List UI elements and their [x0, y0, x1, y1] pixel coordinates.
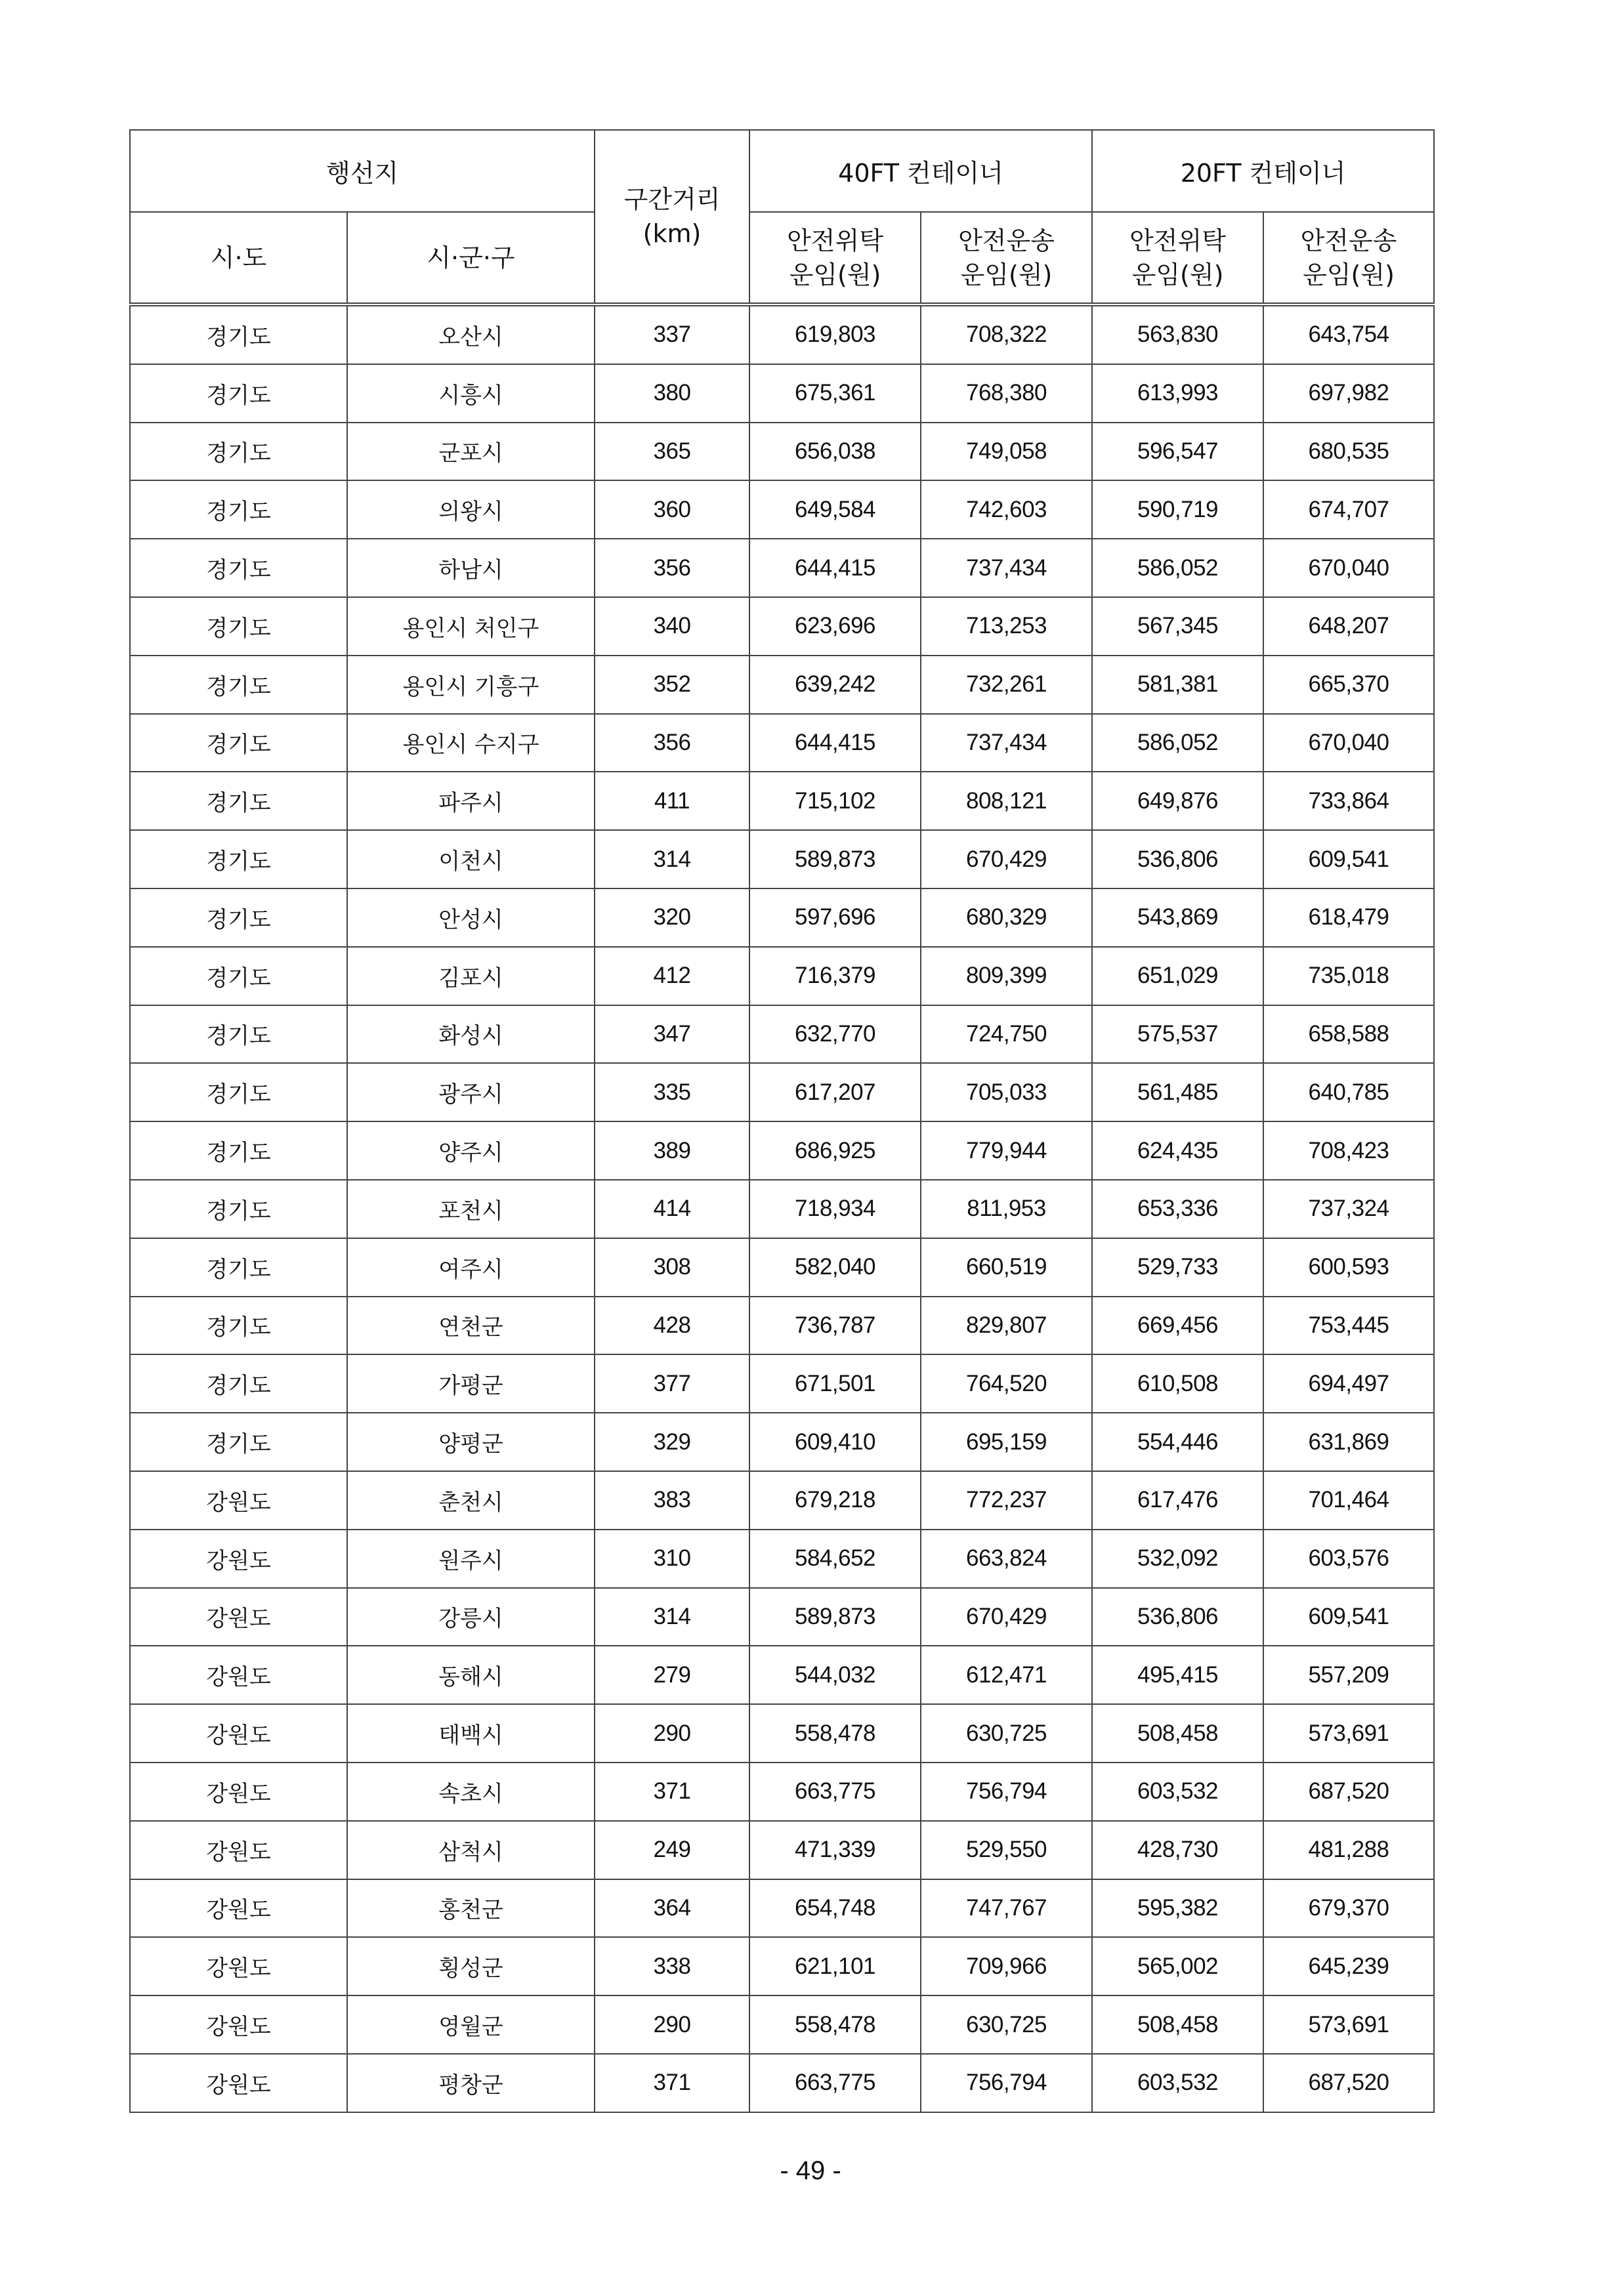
sigungu-cell: 동해시 [347, 1646, 595, 1704]
ft20-consign-cell: 495,415 [1092, 1646, 1263, 1704]
ft40-consign-cell: 654,748 [749, 1879, 921, 1938]
distance-cell: 364 [595, 1879, 749, 1938]
rate-rows [130, 304, 1434, 2112]
ft20-consign-cell: 563,830 [1092, 304, 1263, 364]
ft20-transport-cell: 600,593 [1263, 1238, 1434, 1297]
ft20-transport-cell: 573,691 [1263, 1995, 1434, 2054]
ft20-consign-cell: 567,345 [1092, 597, 1263, 656]
sido-cell: 강원도 [130, 1646, 347, 1704]
distance-cell: 314 [595, 1588, 749, 1646]
table-row [130, 714, 1434, 772]
ft20-transport-cell: 643,754 [1263, 304, 1434, 364]
distance-cell: 377 [595, 1354, 749, 1413]
distance-cell: 389 [595, 1121, 749, 1180]
ft20-transport-cell: 618,479 [1263, 888, 1434, 947]
sido-cell: 경기도 [130, 1297, 347, 1355]
ft40-transport-cell: 756,794 [921, 2054, 1092, 2112]
ft20-consign-cell: 575,537 [1092, 1005, 1263, 1064]
destination-header: 행선지 [130, 130, 595, 212]
table-row [130, 1646, 1434, 1704]
ft20-transport-cell: 640,785 [1263, 1063, 1434, 1121]
ft40-transport-header: 안전운송 운임(원) [921, 212, 1092, 304]
distance-cell: 412 [595, 947, 749, 1005]
ft40-consign-cell: 589,873 [749, 830, 921, 888]
sido-cell: 경기도 [130, 1121, 347, 1180]
ft40-consign-header: 안전위탁 운임(원) [749, 212, 921, 304]
ft40-transport-cell: 670,429 [921, 830, 1092, 888]
sido-cell: 경기도 [130, 888, 347, 947]
ft40-transport-cell: 811,953 [921, 1180, 1092, 1238]
ft20-consign-cell: 586,052 [1092, 714, 1263, 772]
sido-cell: 경기도 [130, 1238, 347, 1297]
ft20-consign-cell: 561,485 [1092, 1063, 1263, 1121]
distance-cell: 314 [595, 830, 749, 888]
sido-cell: 강원도 [130, 1588, 347, 1646]
distance-cell: 335 [595, 1063, 749, 1121]
table-row [130, 423, 1434, 481]
distance-cell: 371 [595, 2054, 749, 2112]
ft20-consign-cell: 529,733 [1092, 1238, 1263, 1297]
ft40-transport-cell: 772,237 [921, 1471, 1092, 1530]
sigungu-cell: 화성시 [347, 1005, 595, 1064]
ft20-transport-cell: 573,691 [1263, 1704, 1434, 1763]
ft20-transport-cell: 609,541 [1263, 1588, 1434, 1646]
ft40-consign-cell: 644,415 [749, 539, 921, 597]
ft40-transport-cell: 749,058 [921, 423, 1092, 481]
sigungu-cell: 원주시 [347, 1530, 595, 1588]
ft40-transport-cell: 808,121 [921, 772, 1092, 830]
ft40-transport-cell: 708,322 [921, 304, 1092, 364]
ft20-consign-cell: 603,532 [1092, 1763, 1263, 1821]
ft40-consign-cell: 584,652 [749, 1530, 921, 1588]
ft20-transport-cell: 701,464 [1263, 1471, 1434, 1530]
distance-cell: 380 [595, 364, 749, 423]
ft40-consign-cell: 582,040 [749, 1238, 921, 1297]
sigungu-cell: 파주시 [347, 772, 595, 830]
sigungu-cell: 여주시 [347, 1238, 595, 1297]
sido-cell: 경기도 [130, 830, 347, 888]
ft40-transport-cell: 768,380 [921, 364, 1092, 423]
ft20-consign-cell: 532,092 [1092, 1530, 1263, 1588]
sigungu-cell: 횡성군 [347, 1937, 595, 1995]
sigungu-cell: 평창군 [347, 2054, 595, 2112]
ft40-transport-cell: 764,520 [921, 1354, 1092, 1413]
ft40-consign-cell: 609,410 [749, 1413, 921, 1471]
sido-cell: 경기도 [130, 364, 347, 423]
ft40-consign-cell: 558,478 [749, 1704, 921, 1763]
ft40-consign-cell: 663,775 [749, 2054, 921, 2112]
ft20-consign-cell: 595,382 [1092, 1879, 1263, 1938]
sigungu-cell: 포천시 [347, 1180, 595, 1238]
sido-cell: 경기도 [130, 1354, 347, 1413]
ft40-transport-cell: 660,519 [921, 1238, 1092, 1297]
ft40-transport-cell: 732,261 [921, 656, 1092, 714]
table-row [130, 304, 1434, 364]
ft20-header: 20FT 컨테이너 [1092, 130, 1434, 212]
table-row [130, 1297, 1434, 1355]
table-row [130, 480, 1434, 539]
ft20-transport-cell: 674,707 [1263, 480, 1434, 539]
ft20-consign-cell: 603,532 [1092, 2054, 1263, 2112]
sido-cell: 강원도 [130, 1821, 347, 1879]
sigungu-cell: 용인시 처인구 [347, 597, 595, 656]
ft40-transport-cell: 695,159 [921, 1413, 1092, 1471]
table-row [130, 1354, 1434, 1413]
ft40-transport-cell: 713,253 [921, 597, 1092, 656]
ft40-consign-cell: 671,501 [749, 1354, 921, 1413]
sigungu-cell: 태백시 [347, 1704, 595, 1763]
sido-cell: 강원도 [130, 1471, 347, 1530]
ft40-transport-cell: 709,966 [921, 1937, 1092, 1995]
table-row [130, 2054, 1434, 2112]
ft40-transport-cell: 756,794 [921, 1763, 1092, 1821]
distance-cell: 290 [595, 1995, 749, 2054]
sigungu-cell: 이천시 [347, 830, 595, 888]
distance-cell: 310 [595, 1530, 749, 1588]
distance-cell: 329 [595, 1413, 749, 1471]
ft40-transport-cell: 737,434 [921, 539, 1092, 597]
ft20-transport-cell: 645,239 [1263, 1937, 1434, 1995]
sigungu-cell: 의왕시 [347, 480, 595, 539]
distance-cell: 352 [595, 656, 749, 714]
ft20-consign-cell: 565,002 [1092, 1937, 1263, 1995]
ft20-transport-cell: 679,370 [1263, 1879, 1434, 1938]
distance-cell: 356 [595, 539, 749, 597]
sigungu-cell: 김포시 [347, 947, 595, 1005]
ft20-transport-cell: 687,520 [1263, 2054, 1434, 2112]
ft40-transport-cell: 809,399 [921, 947, 1092, 1005]
ft20-transport-cell: 603,576 [1263, 1530, 1434, 1588]
sigungu-cell: 오산시 [347, 304, 595, 364]
sigungu-cell: 연천군 [347, 1297, 595, 1355]
ft20-transport-header: 안전운송 운임(원) [1263, 212, 1434, 304]
distance-cell: 360 [595, 480, 749, 539]
ft20-transport-cell: 687,520 [1263, 1763, 1434, 1821]
table-row [130, 656, 1434, 714]
sigungu-cell: 광주시 [347, 1063, 595, 1121]
distance-cell: 249 [595, 1821, 749, 1879]
sigungu-cell: 가평군 [347, 1354, 595, 1413]
ft20-transport-cell: 557,209 [1263, 1646, 1434, 1704]
ft20-consign-cell: 543,869 [1092, 888, 1263, 947]
ft40-consign-cell: 679,218 [749, 1471, 921, 1530]
ft40-transport-cell: 737,434 [921, 714, 1092, 772]
ft40-consign-cell: 715,102 [749, 772, 921, 830]
ft20-consign-cell: 669,456 [1092, 1297, 1263, 1355]
table-row [130, 1530, 1434, 1588]
table-row [130, 1121, 1434, 1180]
table-row [130, 1063, 1434, 1121]
ft40-consign-cell: 621,101 [749, 1937, 921, 1995]
page-number: - 49 - [780, 2156, 841, 2185]
ft20-transport-cell: 680,535 [1263, 423, 1434, 481]
ft40-transport-cell: 663,824 [921, 1530, 1092, 1588]
sido-cell: 경기도 [130, 772, 347, 830]
ft40-consign-cell: 644,415 [749, 714, 921, 772]
ft40-transport-cell: 630,725 [921, 1704, 1092, 1763]
distance-cell: 279 [595, 1646, 749, 1704]
table-row [130, 1588, 1434, 1646]
ft20-transport-cell: 609,541 [1263, 830, 1434, 888]
sigungu-cell: 춘천시 [347, 1471, 595, 1530]
sido-cell: 경기도 [130, 1063, 347, 1121]
sido-cell: 경기도 [130, 947, 347, 1005]
distance-cell: 428 [595, 1297, 749, 1355]
table-row [130, 1471, 1434, 1530]
ft20-transport-cell: 658,588 [1263, 1005, 1434, 1064]
sigungu-cell: 양평군 [347, 1413, 595, 1471]
distance-cell: 347 [595, 1005, 749, 1064]
sido-cell: 강원도 [130, 1704, 347, 1763]
ft40-transport-cell: 829,807 [921, 1297, 1092, 1355]
ft40-consign-cell: 623,696 [749, 597, 921, 656]
ft40-consign-cell: 617,207 [749, 1063, 921, 1121]
distance-cell: 356 [595, 714, 749, 772]
ft20-consign-cell: 653,336 [1092, 1180, 1263, 1238]
ft20-consign-cell: 508,458 [1092, 1995, 1263, 2054]
ft20-consign-cell: 617,476 [1092, 1471, 1263, 1530]
ft20-consign-cell: 651,029 [1092, 947, 1263, 1005]
sido-cell: 경기도 [130, 480, 347, 539]
sido-cell: 강원도 [130, 1530, 347, 1588]
ft40-consign-cell: 656,038 [749, 423, 921, 481]
table-row [130, 1879, 1434, 1938]
table-row [130, 947, 1434, 1005]
distance-cell: 320 [595, 888, 749, 947]
distance-header-label: 구간거리 (km) [623, 185, 721, 248]
distance-header [595, 130, 749, 304]
sido-header: 시·도 [130, 212, 347, 304]
sigungu-cell: 시흥시 [347, 364, 595, 423]
table-row [130, 1821, 1434, 1879]
sigungu-cell: 용인시 수지구 [347, 714, 595, 772]
ft40-consign-cell: 589,873 [749, 1588, 921, 1646]
ft20-transport-cell: 670,040 [1263, 539, 1434, 597]
table-row [130, 772, 1434, 830]
ft40-consign-cell: 632,770 [749, 1005, 921, 1064]
sido-cell: 경기도 [130, 1005, 347, 1064]
sigungu-header: 시·군·구 [347, 212, 595, 304]
ft40-transport-cell: 747,767 [921, 1879, 1092, 1938]
ft20-transport-cell: 697,982 [1263, 364, 1434, 423]
freight-rate-table [129, 129, 1435, 2113]
sido-cell: 경기도 [130, 1413, 347, 1471]
table-row [130, 1005, 1434, 1064]
distance-cell: 290 [595, 1704, 749, 1763]
ft40-consign-cell: 471,339 [749, 1821, 921, 1879]
ft20-transport-cell: 708,423 [1263, 1121, 1434, 1180]
sigungu-cell: 용인시 기흥구 [347, 656, 595, 714]
sido-cell: 강원도 [130, 1995, 347, 2054]
distance-cell: 340 [595, 597, 749, 656]
sigungu-cell: 속초시 [347, 1763, 595, 1821]
distance-cell: 337 [595, 304, 749, 364]
ft20-consign-header: 안전위탁 운임(원) [1092, 212, 1263, 304]
ft40-transport-cell: 630,725 [921, 1995, 1092, 2054]
ft40-consign-cell: 675,361 [749, 364, 921, 423]
sido-cell: 경기도 [130, 597, 347, 656]
ft40-transport-cell: 529,550 [921, 1821, 1092, 1879]
distance-cell: 365 [595, 423, 749, 481]
ft20-transport-cell: 733,864 [1263, 772, 1434, 830]
ft40-consign-cell: 736,787 [749, 1297, 921, 1355]
sigungu-cell: 군포시 [347, 423, 595, 481]
ft40-consign-cell: 558,478 [749, 1995, 921, 2054]
distance-cell: 371 [595, 1763, 749, 1821]
ft40-consign-cell: 649,584 [749, 480, 921, 539]
ft20-transport-cell: 753,445 [1263, 1297, 1434, 1355]
ft20-consign-cell: 649,876 [1092, 772, 1263, 830]
sido-cell: 강원도 [130, 1937, 347, 1995]
sido-cell: 경기도 [130, 656, 347, 714]
table-row [130, 888, 1434, 947]
table-row [130, 1995, 1434, 2054]
ft40-consign-cell: 718,934 [749, 1180, 921, 1238]
table-row [130, 1704, 1434, 1763]
sigungu-cell: 영월군 [347, 1995, 595, 2054]
ft40-consign-cell: 544,032 [749, 1646, 921, 1704]
ft20-consign-cell: 428,730 [1092, 1821, 1263, 1879]
ft20-consign-cell: 610,508 [1092, 1354, 1263, 1413]
ft40-transport-cell: 680,329 [921, 888, 1092, 947]
ft40-consign-cell: 663,775 [749, 1763, 921, 1821]
ft20-transport-cell: 694,497 [1263, 1354, 1434, 1413]
ft40-transport-cell: 742,603 [921, 480, 1092, 539]
table-row [130, 830, 1434, 888]
ft40-transport-cell: 670,429 [921, 1588, 1092, 1646]
ft40-consign-cell: 686,925 [749, 1121, 921, 1180]
ft40-transport-cell: 779,944 [921, 1121, 1092, 1180]
ft20-transport-cell: 481,288 [1263, 1821, 1434, 1879]
ft20-consign-cell: 581,381 [1092, 656, 1263, 714]
ft40-header: 40FT 컨테이너 [749, 130, 1092, 212]
table-row [130, 1238, 1434, 1297]
sido-cell: 경기도 [130, 539, 347, 597]
ft20-consign-cell: 586,052 [1092, 539, 1263, 597]
ft20-consign-cell: 590,719 [1092, 480, 1263, 539]
table-row [130, 1180, 1434, 1238]
sigungu-cell: 하남시 [347, 539, 595, 597]
table-row [130, 364, 1434, 423]
table-row [130, 539, 1434, 597]
sigungu-cell: 안성시 [347, 888, 595, 947]
distance-cell: 338 [595, 1937, 749, 1995]
ft20-consign-cell: 613,993 [1092, 364, 1263, 423]
ft20-transport-cell: 631,869 [1263, 1413, 1434, 1471]
ft20-transport-cell: 737,324 [1263, 1180, 1434, 1238]
table-row [130, 597, 1434, 656]
ft20-consign-cell: 596,547 [1092, 423, 1263, 481]
ft40-consign-cell: 716,379 [749, 947, 921, 1005]
ft20-consign-cell: 536,806 [1092, 830, 1263, 888]
ft40-transport-cell: 612,471 [921, 1646, 1092, 1704]
table-row [130, 1937, 1434, 1995]
sido-cell: 강원도 [130, 1763, 347, 1821]
ft20-consign-cell: 624,435 [1092, 1121, 1263, 1180]
distance-cell: 411 [595, 772, 749, 830]
ft20-consign-cell: 554,446 [1092, 1413, 1263, 1471]
distance-cell: 308 [595, 1238, 749, 1297]
sido-cell: 강원도 [130, 1879, 347, 1938]
sido-cell: 경기도 [130, 1180, 347, 1238]
ft20-consign-cell: 508,458 [1092, 1704, 1263, 1763]
ft40-transport-cell: 724,750 [921, 1005, 1092, 1064]
ft20-transport-cell: 670,040 [1263, 714, 1434, 772]
sido-cell: 강원도 [130, 2054, 347, 2112]
sigungu-cell: 홍천군 [347, 1879, 595, 1938]
distance-cell: 383 [595, 1471, 749, 1530]
distance-cell: 414 [595, 1180, 749, 1238]
ft40-consign-cell: 639,242 [749, 656, 921, 714]
sigungu-cell: 삼척시 [347, 1821, 595, 1879]
ft40-consign-cell: 597,696 [749, 888, 921, 947]
ft20-transport-cell: 665,370 [1263, 656, 1434, 714]
ft20-consign-cell: 536,806 [1092, 1588, 1263, 1646]
ft40-consign-cell: 619,803 [749, 304, 921, 364]
ft20-transport-cell: 735,018 [1263, 947, 1434, 1005]
sido-cell: 경기도 [130, 423, 347, 481]
sigungu-cell: 양주시 [347, 1121, 595, 1180]
sido-cell: 경기도 [130, 304, 347, 364]
ft20-transport-cell: 648,207 [1263, 597, 1434, 656]
ft40-transport-cell: 705,033 [921, 1063, 1092, 1121]
table-row [130, 1763, 1434, 1821]
table-row [130, 1413, 1434, 1471]
sigungu-cell: 강릉시 [347, 1588, 595, 1646]
sido-cell: 경기도 [130, 714, 347, 772]
